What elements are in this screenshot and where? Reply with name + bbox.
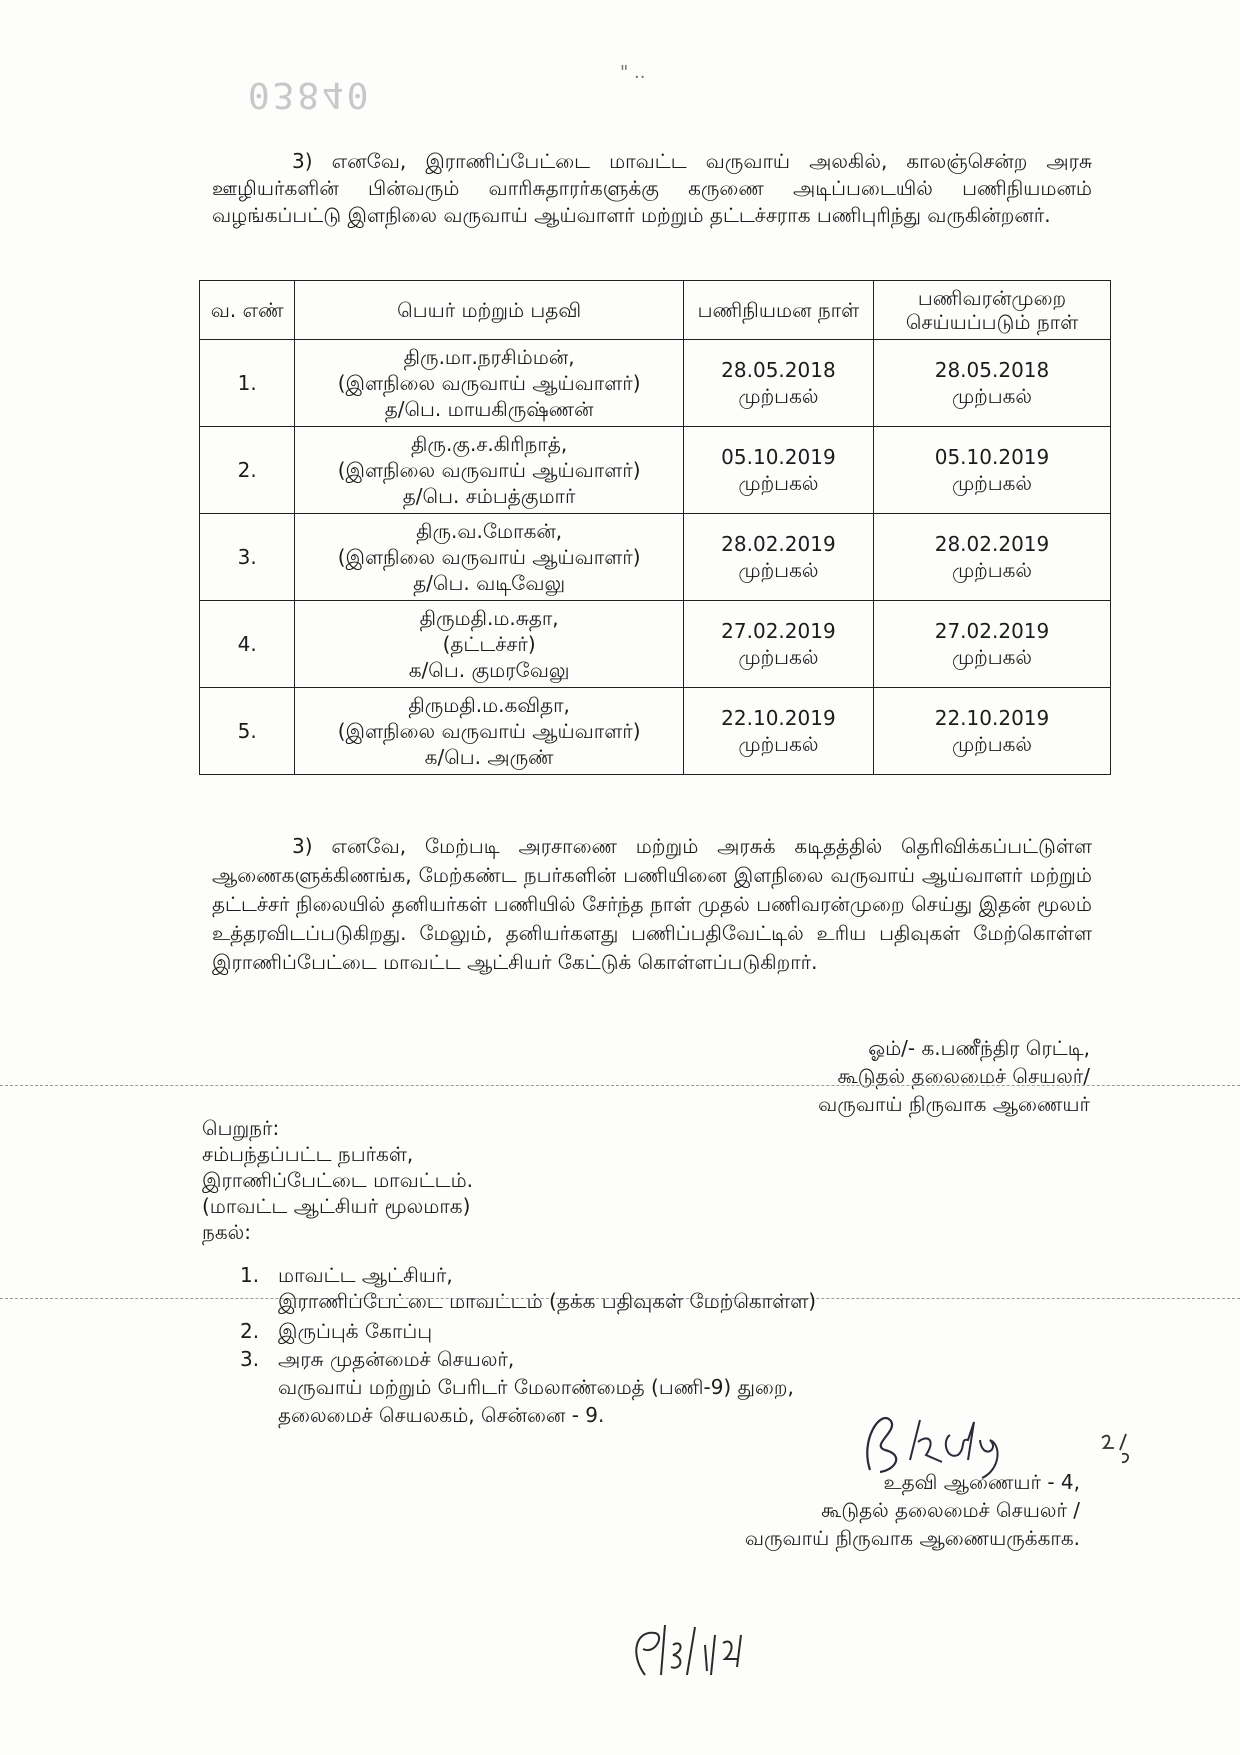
appointment-date: 28.02.2019 [721,532,836,556]
regularisation-date: 28.02.2019 [934,532,1050,556]
serial-cell: 3. [200,514,295,601]
appointment-date-cell [683,340,873,427]
recipients-block [202,1115,473,1245]
regularisation-date-cell [873,340,1110,427]
table-header-row [200,281,1111,340]
name-post-cell [295,514,683,601]
appointment-date-cell [683,601,873,688]
copy-item-line: மாவட்ட ஆட்சியர், [278,1263,453,1287]
employee-post: (இளநிலை வருவாய் ஆய்வாளர்) [337,719,641,743]
appointment-date: 28.05.2018 [721,358,836,382]
name-post-cell [295,340,683,427]
attestation-for: வருவாய் நிருவாக ஆணையருக்காக. [744,1526,1080,1550]
appointments-table [199,280,1111,775]
header-serial: வ. எண் [200,281,295,340]
top-mark: " .. [620,62,646,83]
copy-item-line: இருப்புக் கோப்பு [278,1319,433,1343]
employee-relation: த/பெ. மாயகிருஷ்ணன் [384,397,594,421]
order-paragraph: 3) எனவே, மேற்படி அரசாணை மற்றும் அரசுக் கடிதத்தில் தெரிவிக்கப்பட்டுள்ள ஆணைகளுக்கிணங்க, மேற்கண்ட நபர்களின் பணியினை இளநிலை வருவாய் ஆய்வாளர் மற்றும் தட்டச்சர் நிலையில் தனியர்கள் பணியில் சேர்ந்த நாள் முதல் பணிவரன்முறை செய்து இதன் மூலம் உத்தரவிடப்படுகிறது. மேலும், தனியர்களது பணிப்பதிவேட்டில் உரிய பதிவுகள் மேற்கொள்ள இராணிப்பேட்டை மாவட்ட ஆட்சியர் கேட்டுக் கொள்ளப்படுகிறார். [212,834,1092,974]
regularisation-date: 05.10.2019 [934,445,1050,469]
recipient-line: சம்பந்தப்பட்ட நபர்கள், [202,1142,414,1166]
copy-item-line: வருவாய் மற்றும் பேரிடர் மேலாண்மைத் (பணி-9) துறை, [278,1375,794,1399]
handwritten-signature [850,1400,1020,1480]
copy-item-number: 1. [240,1263,260,1287]
regularisation-date: 27.02.2019 [934,619,1050,643]
copy-item-number: 3. [240,1347,260,1371]
copy-item-line: அரசு முதன்மைச் செயலர், [278,1347,515,1371]
header-appointment-date: பணிநியமன நாள் [683,281,873,340]
recipients-label: பெறுநர்: [202,1116,280,1140]
file-stamp-number: 03840 [248,74,372,115]
appointment-date-cell [683,688,873,775]
regularisation-date-cell [873,427,1110,514]
employee-name: திரு.கு.ச.கிரிநாத், [411,432,568,456]
regularisation-date: 28.05.2018 [934,358,1050,382]
attestation-block [745,1468,1080,1552]
employee-relation: க/பெ. அருண் [424,745,554,769]
signatory-block [818,1034,1090,1118]
table-row [200,601,1111,688]
regularisation-date-cell [873,601,1110,688]
appointment-session: முற்பகல் [738,645,819,669]
name-post-cell [295,688,683,775]
appointment-date: 27.02.2019 [721,619,836,643]
table-row [200,688,1111,775]
signatory-office: வருவாய் நிருவாக ஆணையர் [818,1092,1090,1116]
regularisation-session: முற்பகல் [951,471,1033,495]
recipient-line: (மாவட்ட ஆட்சியர் மூலமாக) [202,1194,471,1218]
appointment-session: முற்பகல் [738,471,819,495]
regularisation-date-cell [873,688,1110,775]
regularisation-date: 22.10.2019 [934,706,1050,730]
appointment-session: முற்பகல் [738,558,819,582]
appointment-date-cell [683,514,873,601]
regularisation-date-cell [873,514,1110,601]
employee-relation: த/பெ. வடிவேலு [413,571,566,595]
regularisation-session: முற்பகல் [951,732,1033,756]
serial-cell: 2. [200,427,295,514]
attestation-office: கூடுதல் தலைமைச் செயலர் / [821,1498,1080,1522]
employee-relation: க/பெ. குமரவேலு [408,658,570,682]
copy-to-label: நகல்: [202,1220,251,1244]
appointment-date-cell [683,427,873,514]
employee-name: திருமதி.ம.சுதா, [419,606,559,630]
table-row [200,340,1111,427]
signatory-name: ஓம்/- க.பணீந்திர ரெட்டி, [868,1036,1090,1060]
employee-post: (இளநிலை வருவாய் ஆய்வாளர்) [337,545,641,569]
serial-cell: 1. [200,340,295,427]
scan-line [0,1085,1240,1086]
employee-post: (தட்டச்சர்) [442,632,536,656]
appointment-session: முற்பகல் [738,384,819,408]
handwritten-date-initial [625,1615,765,1685]
employee-name: திருமதி.ம.கவிதா, [408,693,570,717]
regularisation-session: முற்பகல் [951,384,1033,408]
employee-relation: த/பெ. சம்பத்குமார் [402,484,576,508]
name-post-cell [295,427,683,514]
appointment-date: 05.10.2019 [721,445,836,469]
copy-item-line: இராணிப்பேட்டை மாவட்டம் (தக்க பதிவுகள் மேற்கொள்ள) [278,1289,817,1313]
appointment-session: முற்பகல் [738,732,819,756]
regularisation-session: முற்பகல் [951,558,1033,582]
regularisation-session: முற்பகல் [951,645,1033,669]
signatory-designation: கூடுதல் தலைமைச் செயலர்/ [837,1064,1090,1088]
serial-cell: 5. [200,688,295,775]
recipient-line: இராணிப்பேட்டை மாவட்டம். [202,1168,474,1192]
header-name-post: பெயர் மற்றும் பதவி [295,281,683,340]
employee-name: திரு.வ.மோகன், [416,519,563,543]
copy-item-number: 2. [240,1319,260,1343]
name-post-cell [295,601,683,688]
handwritten-page-note [1098,1430,1138,1470]
appointment-date: 22.10.2019 [721,706,836,730]
employee-post: (இளநிலை வருவாய் ஆய்வாளர்) [337,371,641,395]
employee-post: (இளநிலை வருவாய் ஆய்வாளர்) [337,458,641,482]
table-row [200,427,1111,514]
copy-item-line: தலைமைச் செயலகம், சென்னை - 9. [278,1403,605,1427]
employee-name: திரு.மா.நரசிம்மன், [403,345,575,369]
serial-cell: 4. [200,601,295,688]
header-regularisation-date: பணிவரன்முறை செய்யப்படும் நாள் [873,281,1110,340]
intro-paragraph: 3) எனவே, இராணிப்பேட்டை மாவட்ட வருவாய் அலகில், காலஞ்சென்ற அரசு ஊழியர்களின் பின்வரும் வாரிசுதாரர்களுக்கு கருணை அடிப்படையில் பணிநியமனம் வழங்கப்பட்டு இளநிலை வருவாய் ஆய்வாளர் மற்றும் தட்டச்சராக பணிபுரிந்து வருகின்றனர். [212,149,1092,227]
table-row [200,514,1111,601]
attestation-designation: உதவி ஆணையர் - 4, [883,1470,1080,1494]
